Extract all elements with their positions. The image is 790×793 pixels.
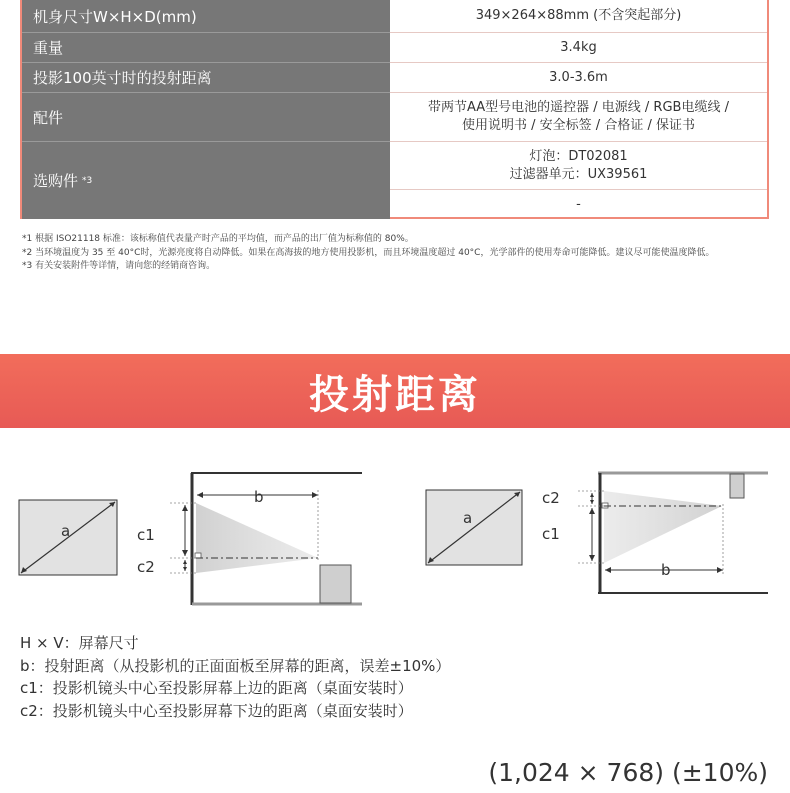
- footnote: *1 根据 ISO21118 标准：该标称值代表量产时产品的平均值，而产品的出厂值为标称值的 80%。: [22, 234, 414, 244]
- legend-item: c1：投影机镜头中心至投影屏幕上边的距离（桌面安装时）: [20, 679, 413, 697]
- section-banner: [0, 354, 790, 428]
- footnote: *3 有关安装附件等详情，请向您的经销商咨询。: [22, 261, 216, 271]
- spec-row-weight: [22, 33, 767, 62]
- c2-label: c2: [542, 489, 560, 507]
- spec-table: [20, 0, 769, 219]
- spec-label: 重量: [22, 33, 390, 62]
- screen-icon: [426, 490, 522, 565]
- throw-distance-diagram: [0, 460, 790, 615]
- diagram-legend: [20, 632, 450, 722]
- diagram-ceiling: [426, 473, 768, 594]
- spec-value-line: 过滤器单元：UX39561: [509, 166, 648, 182]
- spec-label: [22, 142, 390, 219]
- diagram-desktop: [19, 473, 362, 605]
- c2-label: c2: [137, 558, 155, 576]
- spec-row-accessories: [22, 93, 767, 141]
- legend-item: H × V：屏幕尺寸: [20, 634, 139, 652]
- spec-value: [390, 93, 767, 141]
- projector-icon: [542, 473, 768, 594]
- spec-label-text: 选购件: [33, 172, 79, 190]
- spec-value: 349×264×88mm (不含突起部分): [475, 8, 682, 23]
- legend-item: b：投射距离（从投影机的正面面板至屏幕的距离，误差±10%）: [20, 656, 451, 675]
- spec-label: 配件: [22, 93, 390, 141]
- b-label: b: [254, 488, 264, 506]
- spec-label: 投影100英寸时的投射距离: [22, 63, 390, 92]
- footnote-marker: *3: [82, 175, 93, 186]
- spec-value-line: 使用说明书 / 安全标签 / 合格证 / 保证书: [462, 118, 695, 133]
- spec-row-throw-distance: [22, 63, 767, 92]
- section-title: 投射距离: [309, 371, 481, 418]
- spec-label: 机身尺寸W×H×D(mm): [22, 0, 390, 32]
- spec-value: [390, 142, 767, 219]
- c1-label: c1: [542, 525, 560, 543]
- spec-value-line: 带两节AA型号电池的遥控器 / 电源线 / RGB电缆线 /: [428, 100, 729, 115]
- spec-value: 3.0-3.6m: [549, 69, 608, 85]
- screen-label: a: [61, 522, 71, 540]
- screen-label: a: [463, 509, 473, 527]
- spec-value-line: -: [576, 196, 581, 212]
- spec-row-dimensions: [22, 0, 767, 32]
- resolution-text: (1,024 × 768) (±10%): [488, 758, 768, 787]
- spec-row-options: [22, 142, 767, 219]
- footnote: *2 当环境温度为 35 至 40°C时，光源亮度将自动降低。如果在高海拔的地方使用投影机，而且环境温度超过 40°C，光学部件的使用寿命可能降低。建议尽可能使温度降低。: [22, 247, 715, 258]
- screen-icon: [19, 500, 117, 575]
- projector-icon: [137, 473, 362, 605]
- spec-value-line: 灯泡：DT02081: [529, 148, 628, 164]
- footnotes: [22, 233, 714, 274]
- b-label: b: [661, 561, 671, 579]
- legend-item: c2：投影机镜头中心至投影屏幕下边的距离（桌面安装时）: [20, 701, 413, 720]
- c1-label: c1: [137, 526, 155, 544]
- spec-value: 3.4kg: [560, 39, 597, 55]
